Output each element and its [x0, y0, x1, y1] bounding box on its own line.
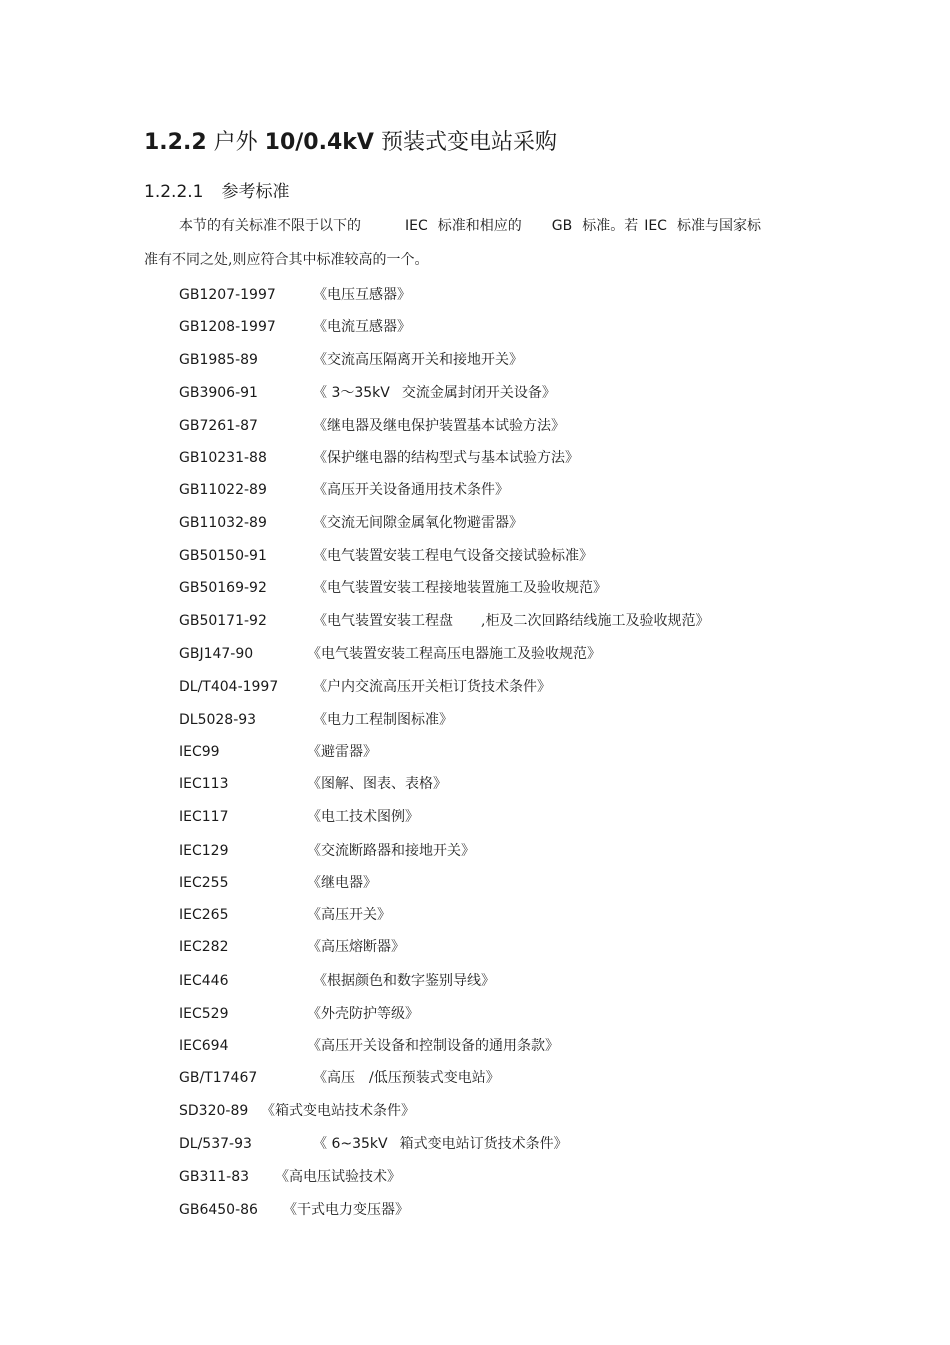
standard-title-part: 《 6~35kV — [313, 1136, 388, 1152]
standard-code: DL/T404-1997 — [179, 679, 279, 695]
standard-code: IEC446 — [179, 973, 229, 989]
standard-title: 《箱式变电站技术条件》 — [261, 1103, 415, 1119]
subsection-title: 参考标准 — [221, 182, 290, 202]
standard-title: 《高压开关设备和控制设备的通用条款》 — [307, 1038, 559, 1054]
standard-row — [179, 1133, 819, 1155]
standard-title: 《交流无间隙金属氧化物避雷器》 — [313, 515, 523, 531]
standard-code: GB1985-89 — [179, 352, 258, 368]
standard-row — [179, 806, 819, 828]
standard-row — [179, 709, 819, 731]
subsection-heading — [144, 180, 289, 204]
intro-text: IEC — [644, 218, 667, 234]
standard-row — [179, 1067, 819, 1089]
standard-row — [179, 970, 819, 992]
standard-row — [179, 610, 819, 632]
standard-code: GB1208-1997 — [179, 319, 276, 335]
standard-title: 《交流断路器和接地开关》 — [307, 843, 475, 859]
standard-code: GB11022-89 — [179, 482, 267, 498]
intro-text: 标准和相应的 — [437, 218, 522, 234]
standard-title-part: 《电气装置安装工程盘 — [313, 613, 453, 629]
section-title-b: 10/0.4kV — [264, 130, 374, 155]
standard-title — [313, 382, 556, 404]
standard-title: 《电压互感器》 — [313, 287, 411, 303]
standard-row — [179, 382, 819, 404]
standard-title: 《高压熔断器》 — [307, 939, 405, 955]
standard-row — [179, 872, 819, 894]
standard-code: GB50171-92 — [179, 613, 267, 629]
standard-row — [179, 840, 819, 862]
standard-code: GB1207-1997 — [179, 287, 276, 303]
standard-code: GB50150-91 — [179, 548, 267, 564]
standard-title — [313, 1133, 568, 1155]
standard-code: GB3906-91 — [179, 385, 258, 401]
standard-row — [179, 1100, 819, 1122]
standard-title: 《继电器及继电保护装置基本试验方法》 — [313, 418, 565, 434]
standard-row — [179, 1035, 819, 1057]
standard-row — [179, 415, 819, 437]
standard-title — [313, 1067, 500, 1089]
standard-title: 《继电器》 — [307, 875, 377, 891]
intro-text: 准有不同之处,则应符合其中标准较高的一个。 — [144, 252, 429, 268]
standard-code: IEC265 — [179, 907, 229, 923]
standard-code: GB/T17467 — [179, 1070, 258, 1086]
standard-title-part: ,柜及二次回路结线施工及验收规范》 — [481, 613, 710, 629]
standard-title-part: 《高压 — [313, 1070, 355, 1086]
standard-title: 《电流互感器》 — [313, 319, 411, 335]
standard-code: DL5028-93 — [179, 712, 257, 728]
standard-code: GBJ147-90 — [179, 646, 254, 662]
standard-title — [313, 610, 709, 632]
standard-row — [179, 676, 819, 698]
standard-title: 《根据颜色和数字鉴别导线》 — [313, 973, 495, 989]
section-heading — [144, 128, 557, 158]
standard-title-part: 交流金属封闭开关设备》 — [401, 385, 556, 401]
standard-row — [179, 479, 819, 501]
standard-title: 《高压开关》 — [307, 907, 391, 923]
standard-code: GB11032-89 — [179, 515, 267, 531]
standard-title: 《户内交流高压开关柜订货技术条件》 — [313, 679, 551, 695]
intro-text: GB — [551, 218, 573, 234]
standard-row — [179, 349, 819, 371]
standard-title-part: /低压预装式变电站》 — [369, 1070, 500, 1086]
section-title-c: 预装式变电站采购 — [380, 130, 557, 155]
standard-title: 《电力工程制图标准》 — [313, 712, 453, 728]
standard-title: 《电气装置安装工程电气设备交接试验标准》 — [313, 548, 593, 564]
standard-title: 《电工技术图例》 — [307, 809, 419, 825]
standard-row — [179, 643, 819, 665]
standard-code: IEC694 — [179, 1038, 229, 1054]
standard-title: 《高电压试验技术》 — [275, 1169, 401, 1185]
standard-row — [179, 1003, 819, 1025]
standard-title: 《保护继电器的结构型式与基本试验方法》 — [313, 450, 579, 466]
section-title-a: 户外 — [213, 130, 258, 155]
standard-code: GB311-83 — [179, 1169, 250, 1185]
standard-code: IEC113 — [179, 776, 229, 792]
standard-row — [179, 545, 819, 567]
intro-text: 本节的有关标准不限于以下的 — [179, 218, 361, 234]
standard-code: DL/537-93 — [179, 1136, 252, 1152]
standard-code: IEC117 — [179, 809, 229, 825]
standard-title: 《外壳防护等级》 — [307, 1006, 419, 1022]
standard-code: GB10231-88 — [179, 450, 267, 466]
standard-row — [179, 447, 819, 469]
standard-title: 《干式电力变压器》 — [283, 1202, 409, 1218]
section-number: 1.2.2 — [144, 130, 207, 155]
standard-row — [179, 316, 819, 338]
intro-paragraph-line-1 — [144, 216, 794, 236]
standard-row — [179, 773, 819, 795]
intro-text: 标准与国家标 — [676, 218, 761, 234]
standard-title: 《电气装置安装工程接地装置施工及验收规范》 — [313, 580, 607, 596]
standard-code: GB6450-86 — [179, 1202, 258, 1218]
standard-code: IEC529 — [179, 1006, 229, 1022]
standard-code: IEC255 — [179, 875, 229, 891]
standard-code: IEC129 — [179, 843, 229, 859]
standard-code: GB50169-92 — [179, 580, 267, 596]
standard-row — [179, 284, 819, 306]
standard-code: SD320-89 — [179, 1103, 249, 1119]
standard-row — [179, 1166, 819, 1188]
standard-title-part: 《 3～35kV — [313, 385, 390, 401]
standard-title: 《图解、图表、表格》 — [307, 776, 447, 792]
standard-row — [179, 512, 819, 534]
standard-row — [179, 577, 819, 599]
standard-row — [179, 741, 819, 763]
standard-title-part: 箱式变电站订货技术条件》 — [399, 1136, 568, 1152]
standard-title: 《交流高压隔离开关和接地开关》 — [313, 352, 523, 368]
standard-row — [179, 1199, 819, 1221]
subsection-number: 1.2.2.1 — [144, 182, 204, 202]
standard-code: GB7261-87 — [179, 418, 258, 434]
standard-code: IEC99 — [179, 744, 220, 760]
intro-text: IEC — [405, 218, 428, 234]
standard-code: IEC282 — [179, 939, 229, 955]
standard-title: 《避雷器》 — [307, 744, 377, 760]
standard-row — [179, 904, 819, 926]
intro-paragraph-line-2 — [144, 250, 794, 270]
standard-title: 《电气装置安装工程高压电器施工及验收规范》 — [307, 646, 601, 662]
intro-text: 标准。若 — [582, 218, 639, 234]
standard-row — [179, 936, 819, 958]
standard-title: 《高压开关设备通用技术条件》 — [313, 482, 509, 498]
